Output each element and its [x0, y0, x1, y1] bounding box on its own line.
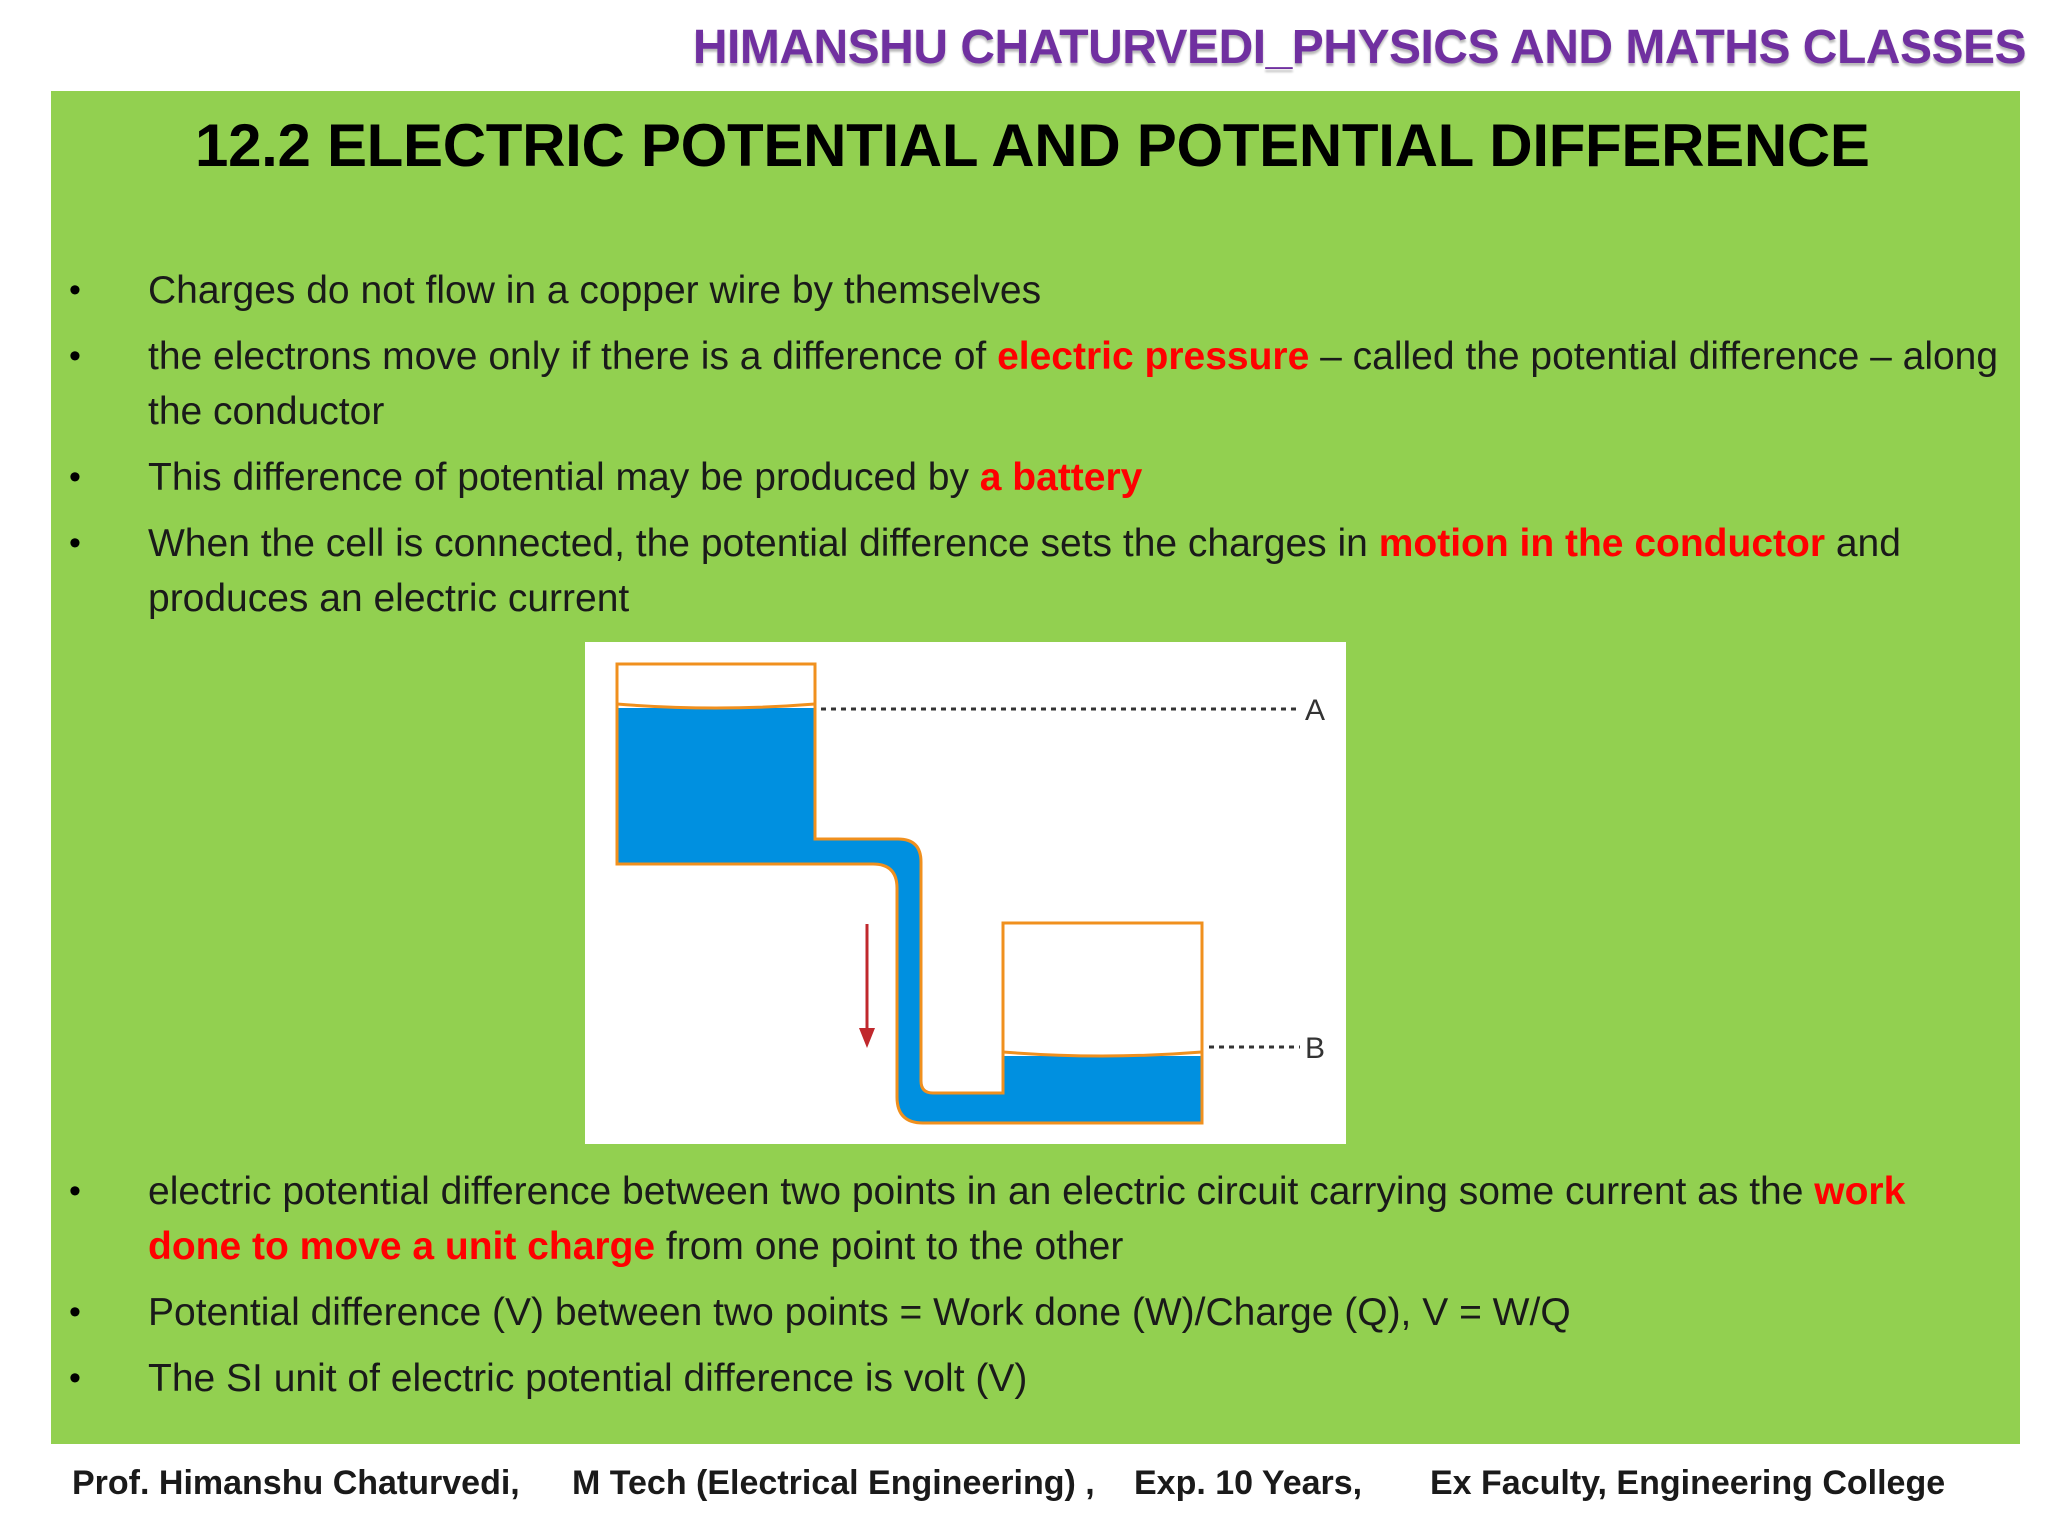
slide-panel — [51, 91, 2020, 1444]
bullet-text: Potential difference (V) between two points = Work done (W)/Charge (Q), V = W/Q — [148, 1291, 1571, 1334]
bullet-item — [51, 1351, 2020, 1406]
flow-arrow-icon — [859, 1028, 875, 1048]
highlight-text: work done to move a unit charge — [148, 1170, 1906, 1268]
footer — [0, 1444, 2048, 1536]
upper-tank-empty — [617, 664, 815, 708]
brand-header: HIMANSHU CHATURVEDI_PHYSICS AND MATHS CLASSES — [692, 21, 2026, 74]
footer-experience: Exp. 10 Years, — [1134, 1464, 1363, 1502]
bullet-text: Charges do not flow in a copper wire by themselves — [148, 269, 1042, 312]
bullet-text: electric potential difference between two points in an electric circuit carrying some current as the — [148, 1170, 1815, 1213]
bullet-text: from one point to the other — [655, 1225, 1124, 1268]
footer-degree: M Tech (Electrical Engineering) , — [572, 1464, 1095, 1502]
footer-name: Prof. Himanshu Chaturvedi, — [72, 1464, 520, 1502]
bullet-text: the electrons move only if there is a difference of — [148, 335, 998, 378]
water-level-diagram — [585, 642, 1346, 1144]
bullet-item — [51, 1164, 2020, 1274]
diagram-svg — [585, 642, 1346, 1144]
level-label-a: A — [1305, 694, 1326, 727]
bullet-item — [51, 450, 2020, 505]
bullet-text: The SI unit of electric potential difference is volt (V) — [148, 1357, 1028, 1400]
highlight-text: motion in the conductor — [1378, 522, 1825, 565]
highlight-text: electric pressure — [997, 335, 1310, 378]
bullet-text: and produces an electric current — [148, 522, 1901, 620]
water-surface-b — [1003, 1052, 1202, 1056]
bullet-text: – called the potential difference – along the conductor — [148, 335, 1999, 433]
slide-title: 12.2 ELECTRIC POTENTIAL AND POTENTIAL DIFFERENCE — [195, 112, 1870, 179]
bullet-text: This difference of potential may be produced by — [148, 456, 980, 499]
water-body — [617, 708, 1202, 1123]
bullet-dot-icon: • — [69, 1293, 81, 1331]
bullet-dot-icon: • — [69, 458, 81, 496]
highlight-text: a battery — [979, 456, 1143, 499]
level-label-b: B — [1305, 1032, 1326, 1065]
bullet-item — [51, 263, 2020, 318]
bullet-dot-icon: • — [69, 1359, 81, 1397]
bullet-text: When the cell is connected, the potential difference sets the charges in — [148, 522, 1379, 565]
bullet-dot-icon: • — [69, 524, 81, 562]
bullet-dot-icon: • — [69, 337, 81, 375]
bullet-item — [51, 329, 2020, 439]
bullet-list-bottom — [51, 1164, 2020, 1417]
bullet-dot-icon: • — [69, 1172, 81, 1210]
bullet-dot-icon: • — [69, 271, 81, 309]
footer-role: Ex Faculty, Engineering College — [1430, 1464, 1946, 1502]
bullet-item — [51, 516, 2020, 626]
bullet-item — [51, 1285, 2020, 1340]
bullet-list-top — [51, 263, 2020, 637]
